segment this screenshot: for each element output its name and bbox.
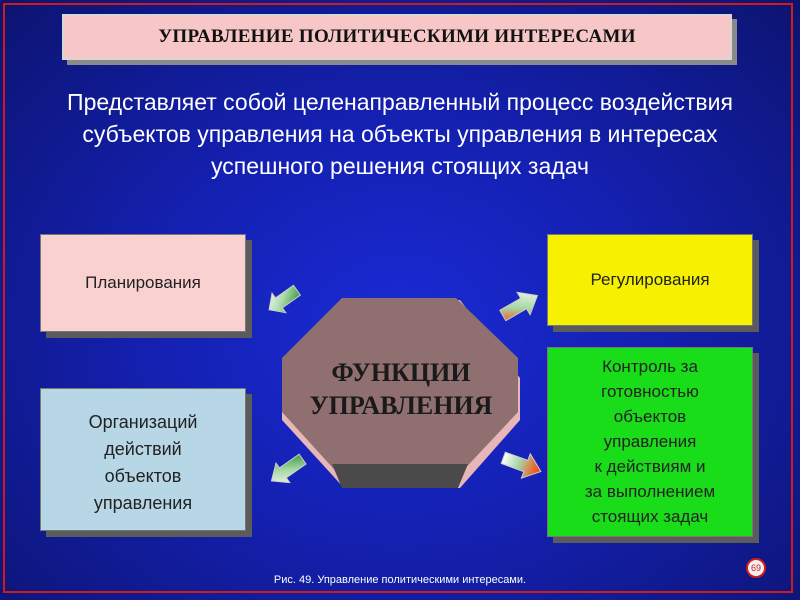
box-control-line: за выполнением: [584, 482, 716, 501]
box-regulation: [547, 234, 753, 326]
box-organization-line: Организаций: [88, 412, 198, 432]
octagon-base: [332, 464, 468, 488]
intro-text: Представляет собой целенаправленный процесс воздействия субъектов управления на объекты управления в интересах успешного решения стоящих задач: [67, 89, 733, 179]
box-control-line: объектов: [613, 407, 687, 426]
box-control-line: Контроль за: [602, 357, 698, 376]
slide-title: УПРАВЛЕНИЕ ПОЛИТИЧЕСКИМИ ИНТЕРЕСАМИ: [62, 14, 732, 60]
box-organization: [40, 388, 246, 531]
center-label: [290, 356, 512, 422]
box-control-line: к действиям и: [594, 457, 706, 476]
box-regulation-label: Регулирования: [590, 270, 710, 289]
arrow-to-regulation: [494, 280, 549, 330]
arrow-to-organization: [262, 445, 312, 495]
center-label-line2: УПРАВЛЕНИЯ: [309, 391, 493, 420]
box-planning-label: Планирования: [85, 273, 201, 292]
arrow-to-planning: [258, 270, 308, 330]
box-control: [547, 347, 753, 537]
arrow-to-control: [496, 440, 551, 490]
center-label-line1: ФУНКЦИИ: [331, 358, 471, 387]
box-organization-line: управления: [93, 493, 193, 513]
box-organization-line: действий: [104, 439, 182, 459]
box-planning: [40, 234, 246, 332]
figure-caption: Рис. 49. Управление политическими интересами.: [273, 574, 527, 586]
box-organization-line: объектов: [104, 466, 182, 486]
box-control-line: управления: [603, 432, 697, 451]
box-control-line: готовностью: [601, 382, 699, 401]
box-control-line: стоящих задач: [591, 507, 709, 526]
page-number: 69: [746, 558, 766, 578]
